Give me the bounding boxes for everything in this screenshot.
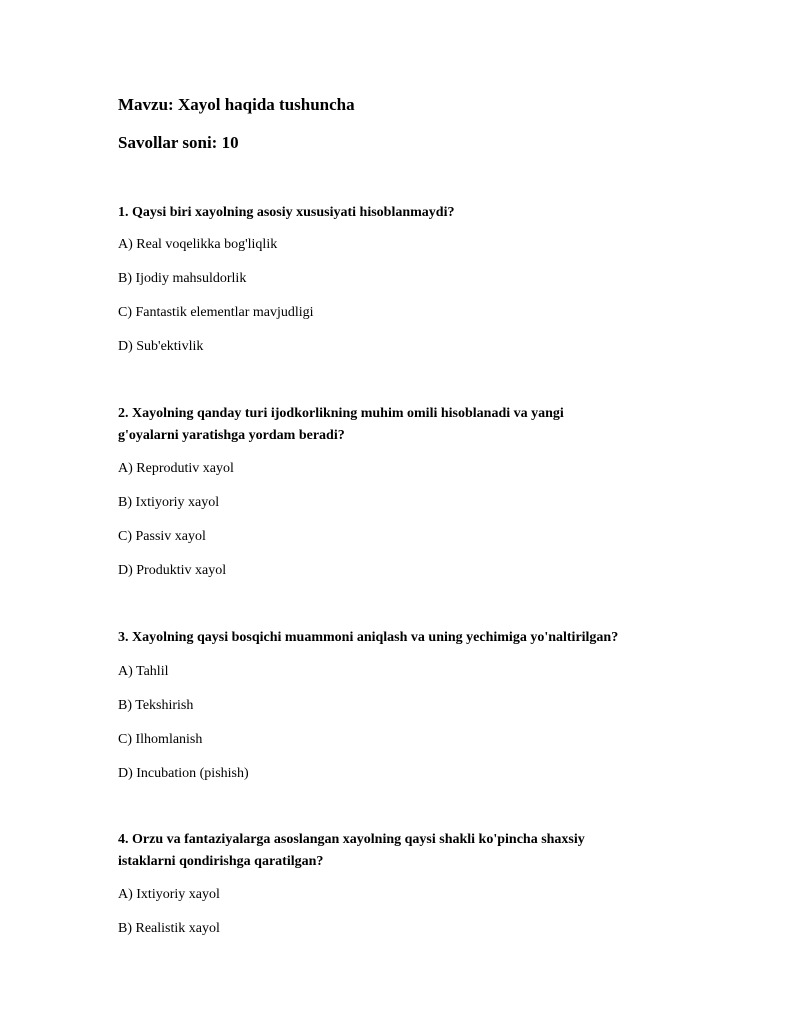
question-1-text: 1. Qaysi biri xayolning asosiy xususiyati hisoblanmaydi? [118, 205, 455, 220]
question-3-option-d: D) Incubation (pishish) [118, 766, 249, 781]
question-1-option-c: C) Fantastik elementlar mavjudligi [118, 305, 314, 320]
question-3-option-a: A) Tahlil [118, 664, 169, 679]
question-2-option-b: B) Ixtiyoriy xayol [118, 495, 220, 510]
question-2-text-line-2: g'oyalarni yaratishga yordam beradi? [118, 428, 345, 443]
question-2 [118, 403, 698, 578]
question-2-text-line-1: 2. Xayolning qanday turi ijodkorlikning muhim omili hisoblanadi va yangi [118, 406, 564, 421]
question-1-option-a: A) Real voqelikka bog'liqlik [118, 237, 278, 252]
question-4-text-line-2: istaklarni qondirishga qaratilgan? [118, 854, 324, 869]
question-2-option-a: A) Reprodutiv xayol [118, 461, 234, 476]
question-1-option-b: B) Ijodiy mahsuldorlik [118, 271, 247, 286]
question-4-option-a: A) Ixtiyoriy xayol [118, 887, 220, 902]
question-3 [118, 627, 698, 781]
question-3-text: 3. Xayolning qaysi bosqichi muammoni aniqlash va uning yechimiga yo'naltirilgan? [118, 630, 619, 645]
question-4 [118, 829, 698, 936]
question-count-heading: Savollar soni: 10 [118, 133, 239, 152]
topic-heading: Mavzu: Xayol haqida tushuncha [118, 95, 355, 114]
question-1-option-d: D) Sub'ektivlik [118, 339, 204, 354]
question-2-option-d: D) Produktiv xayol [118, 563, 227, 578]
question-1 [118, 202, 698, 354]
question-4-text-line-1: 4. Orzu va fantaziyalarga asoslangan xayolning qaysi shakli ko'pincha shaxsiy [118, 832, 585, 847]
question-3-option-c: C) Ilhomlanish [118, 732, 203, 747]
question-4-option-b: B) Realistik xayol [118, 921, 220, 936]
question-3-option-b: B) Tekshirish [118, 698, 194, 713]
question-2-option-c: C) Passiv xayol [118, 529, 206, 544]
